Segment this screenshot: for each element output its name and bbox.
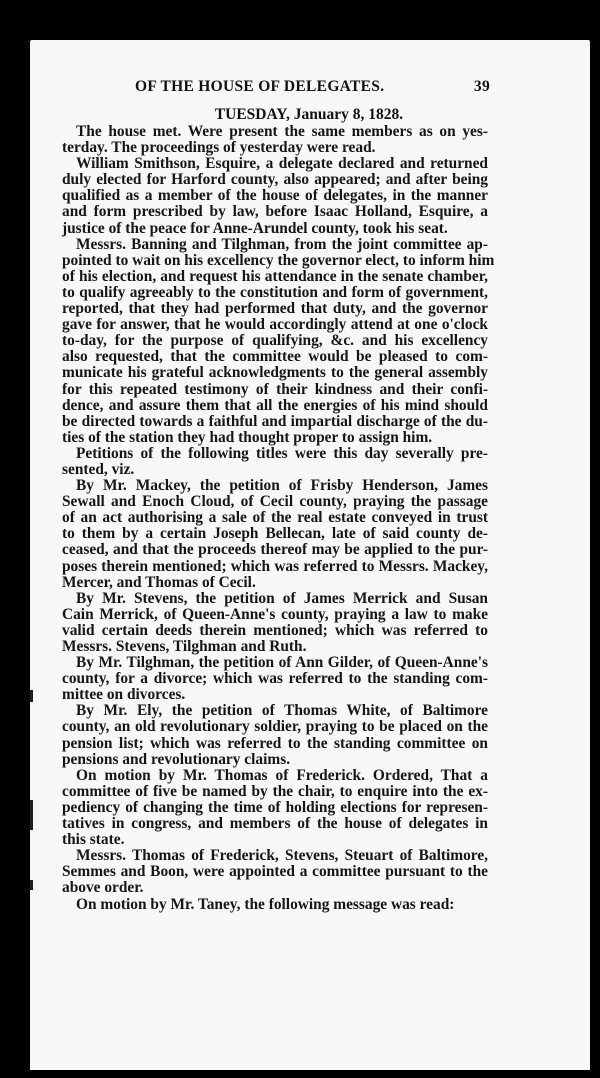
margin-mark <box>30 800 33 830</box>
text-line: reported, that they had performed that duty, and the governor <box>62 300 488 318</box>
text-line: tatives in congress, and members of the house of delegates in <box>62 815 488 833</box>
text-line: county, for a divorce; which was referred to the standing com- <box>62 670 488 688</box>
text-line: William Smithson, Esquire, a delegate declared and returned <box>76 155 488 173</box>
text-line: Semmes and Boon, were appointed a committee pursuant to the <box>62 863 488 881</box>
text-line: municate his grateful acknowledgments to the general assembly <box>62 364 488 382</box>
text-line: On motion by Mr. Taney, the following message was read: <box>76 895 455 913</box>
text-line: of an act authorising a sale of the real estate conveyed in trust <box>62 509 488 527</box>
text-line: also requested, that the committee would be pleased to com- <box>62 348 488 366</box>
text-line: pensions and revolutionary claims. <box>62 750 291 768</box>
text-line: this state. <box>62 831 125 849</box>
margin-mark <box>30 690 33 702</box>
running-header <box>135 78 490 98</box>
text-line: sented, viz. <box>62 460 135 478</box>
text-line: county, an old revolutionary soldier, praying to be placed on the <box>62 718 488 736</box>
text-line: above order. <box>62 879 144 897</box>
text-line: to them by a certain Joseph Bellecan, late of said county de- <box>62 525 488 543</box>
text-line: On motion by Mr. Thomas of Frederick. Ordered, That a <box>76 766 488 784</box>
text-line: valid certain deeds therein mentioned; which was referred to <box>62 621 488 639</box>
text-line: Mercer, and Thomas of Cecil. <box>62 573 256 591</box>
text-line: By Mr. Tilghman, the petition of Ann Gilder, of Queen-Anne's <box>76 654 488 672</box>
text-line: mittee on divorces. <box>62 686 186 704</box>
text-line: and form prescribed by law, before Isaac Holland, Esquire, a <box>62 203 488 221</box>
text-line: Messrs. Banning and Tilghman, from the joint committee ap- <box>76 235 488 253</box>
date-heading: TUESDAY, January 8, 1828. <box>214 106 404 123</box>
text-line: justice of the peace for Anne-Arundel county, took his seat. <box>62 219 448 237</box>
text-line: pointed to wait on his excellency the governor elect, to inform him <box>62 251 495 269</box>
text-line: gave for answer, that he would accordingly attend at one o'clock <box>62 316 488 334</box>
text-line: pension list; which was referred to the standing committee on <box>62 734 488 752</box>
text-line: qualified as a member of the house of delegates, in the manner <box>62 187 488 205</box>
text-line: By Mr. Mackey, the petition of Frisby Henderson, James <box>76 477 488 495</box>
text-line: poses therein mentioned; which was referred to Messrs. Mackey, <box>62 557 488 575</box>
text-line: Petitions of the following titles were this day severally pre- <box>76 444 488 462</box>
text-line: By Mr. Ely, the petition of Thomas White, of Baltimore <box>76 702 488 720</box>
text-line: By Mr. Stevens, the petition of James Merrick and Susan <box>76 589 488 607</box>
text-line: of his election, and request his attendance in the senate chamber, <box>62 267 488 285</box>
margin-mark <box>30 880 33 890</box>
text-line: be directed towards a faithful and impartial discharge of the du- <box>62 412 488 430</box>
page-number: 39 <box>473 78 490 95</box>
text-line: ceased, and that the proceeds thereof may be applied to the pur- <box>62 541 488 559</box>
text-line: dence, and assure them that all the energies of his mind should <box>62 396 488 414</box>
text-line: The house met. Were present the same members as on yes- <box>76 123 488 140</box>
text-line: Messrs. Thomas of Frederick, Stevens, Steuart of Baltimore, <box>76 847 488 865</box>
text-line: for this repeated testimony of their kindness and their confi- <box>62 380 488 398</box>
body-text <box>62 123 495 913</box>
running-header-title: OF THE HOUSE OF DELEGATES. <box>135 78 385 95</box>
text-line: to qualify agreeably to the constitution and form of government, <box>62 283 488 301</box>
text-line: ties of the station they had thought proper to assign him. <box>62 428 433 446</box>
text-line: duly elected for Harford county, also appeared; and after being <box>62 171 488 189</box>
text-line: Sewall and Enoch Cloud, of Cecil county, praying the passage <box>62 493 488 511</box>
text-line: Cain Merrick, of Queen-Anne's county, praying a law to make <box>62 605 488 623</box>
text-line: committee of five be named by the chair, to enquire into the ex- <box>62 782 488 800</box>
text-line: to-day, for the purpose of qualifying, &c. and his excellency <box>62 332 488 350</box>
text-line: Messrs. Stevens, Tilghman and Ruth. <box>62 638 307 655</box>
text-line: terday. The proceedings of yesterday were read. <box>62 139 376 157</box>
text-line: pediency of changing the time of holding elections for represen- <box>62 798 488 816</box>
